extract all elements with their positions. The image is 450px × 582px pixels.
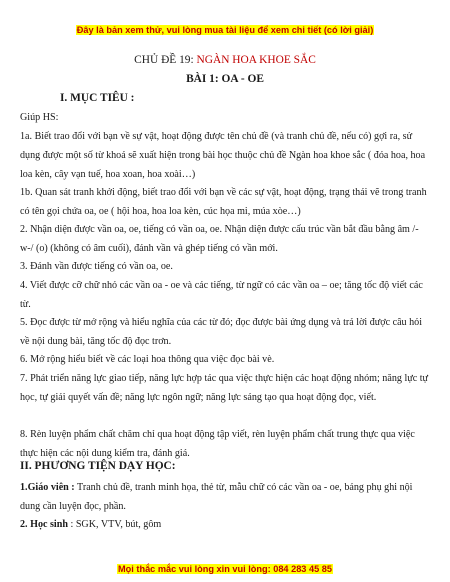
objective-item: 4. Viết được cỡ chữ nhỏ các vần oa - oe và các tiếng, từ ngữ có các vần oa – oe; tăng tốc độ viết các từ.	[20, 280, 423, 310]
objective-item: 5. Đọc được từ mở rộng và hiểu nghĩa của các từ đó; đọc được bài ứng dụng và trả lời được câu hỏi về nội dung bài, tăng tốc độ đọc trơn.	[20, 317, 423, 347]
section-objectives-heading: I. MỤC TIÊU :	[60, 92, 135, 104]
student-materials-text: : SGK, VTV, bút, gôm	[67, 519, 162, 530]
objective-item: 1a. Biết trao đổi với bạn về sự vật, hoạt động được tên chủ đề (và tranh chủ đề, nếu có) gợi ra, sử dụng được một số từ khoá sẽ xuất hiện trong bài học thuộc chủ đề Ngàn hoa khoe sắc ( đóa hoa, hoa loa kèn, cây vạn tuế, hoa xoan, hoa xoài…)	[20, 131, 426, 180]
objective-item: 2. Nhận diện được vần oa, oe, tiếng có vần oa, oe. Nhận diện được cấu trúc vần bắt đầu bằng âm /-w-/ (o) (không có âm cuối), đánh vần và ghép tiếng có vần mới.	[20, 224, 419, 254]
topic-prefix: CHỦ ĐỀ 19:	[134, 54, 197, 66]
preview-notice-banner	[0, 25, 450, 35]
student-label: 2. Học sinh	[20, 519, 68, 530]
objective-item: 7. Phát triển năng lực giao tiếp, năng lực hợp tác qua việc thực hiện các hoạt động nhóm; năng lực tự học, tự giải quyết vấn đề; năng lực ngôn ngữ; năng lực sáng tạo qua hoạt động đọc, viết.	[20, 373, 429, 403]
objective-item: 8. Rèn luyện phẩm chất chăm chỉ qua hoạt động tập viết, rèn luyện phẩm chất trung thực qua việc thực hiện các nội dung kiểm tra, đánh giá.	[20, 429, 415, 459]
preview-notice-text: Đây là bản xem thử, vui lòng mua tài liệu để xem chi tiết (có lời giải)	[76, 25, 374, 35]
teacher-label: 1.Giáo viên :	[20, 482, 75, 493]
objective-item: 6. Mở rộng hiểu biết về các loại hoa thông qua việc đọc bài vè.	[20, 354, 275, 365]
contact-text: Mọi thắc mắc vui lòng xin vui lòng: 084 283 45 85	[118, 564, 332, 574]
objective-item: 3. Đánh vần được tiếng có vần oa, oe.	[20, 261, 173, 272]
objectives-intro: Giúp HS:	[20, 112, 59, 123]
teacher-materials-text: Tranh chủ đề, tranh minh họa, thẻ từ, mẫu chữ có các vần oa - oe, bảng phụ ghi nội dung cần luyện đọc, phần.	[20, 482, 413, 512]
contact-banner	[0, 564, 450, 574]
student-materials	[20, 515, 432, 534]
topic-title	[0, 54, 450, 66]
teacher-materials	[20, 478, 432, 516]
objective-item: 1b. Quan sát tranh khởi động, biết trao đổi với bạn về các sự vật, hoạt động, trạng thái vẽ trong tranh có tên gọi chứa oa, oe ( hội hoa, hoa loa kèn, cúc họa mi, múa xòe…)	[20, 187, 427, 217]
lesson-title: BÀI 1: OA - OE	[186, 73, 264, 85]
section-materials-heading: II. PHƯƠNG TIỆN DẠY HỌC:	[20, 460, 176, 472]
topic-name: NGÀN HOA KHOE SẮC	[196, 54, 316, 66]
